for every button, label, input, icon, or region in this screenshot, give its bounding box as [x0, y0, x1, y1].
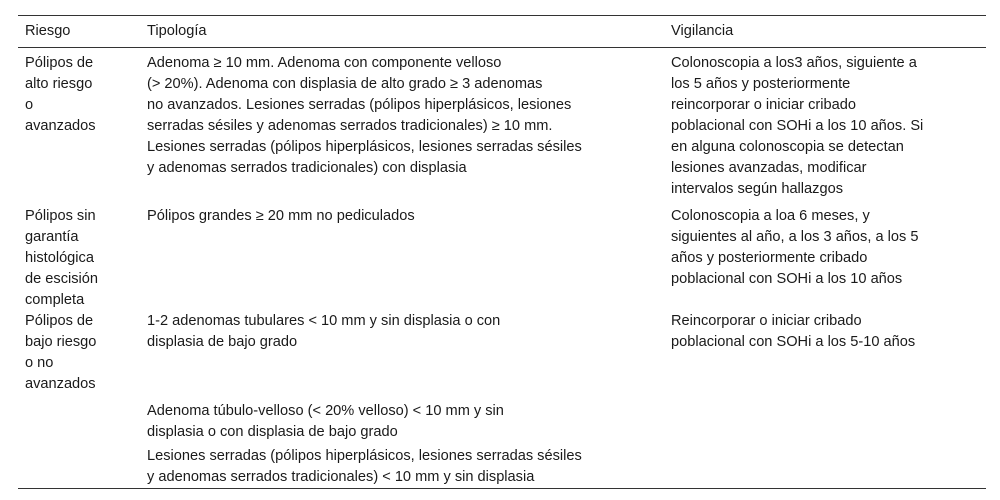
table-header-row [18, 16, 986, 48]
table-row [18, 443, 986, 488]
cell-riesgo: Pólipos de bajo riesgo o no avanzados [25, 313, 97, 392]
cell-riesgo [18, 398, 140, 443]
cell-tipologia: Lesiones serradas (pólipos hiperplásicos, lesiones serradas sésiles y adenomas serrados tradicionales) < 10 mm y sin displasia [147, 448, 582, 485]
header-tipologia: Tipología [147, 23, 207, 39]
cell-vigilancia [664, 398, 986, 443]
cell-tipologia: Adenoma túbulo-velloso (< 20% velloso) < 10 mm y sin displasia o con displasia de bajo grado [147, 403, 504, 440]
cell-tipologia: Adenoma ≥ 10 mm. Adenoma con componente velloso (> 20%). Adenoma con displasia de alto grado ≥ 3 adenomas no avanzados. Lesiones serradas (pólipos hiperplásicos, lesiones serradas sésiles y adenomas serrados tradicionales) ≥ 10 mm. Lesiones serradas (pólipos hiperplásicos, lesiones serradas sésiles y adenomas serrados tradicionales) con displasia [147, 55, 582, 176]
cell-riesgo: Pólipos sin garantía histológica de escisión completa [25, 208, 99, 308]
cell-tipologia: Pólipos grandes ≥ 20 mm no pediculados [147, 208, 415, 224]
table-row [18, 398, 986, 443]
cell-riesgo [18, 443, 140, 488]
cell-vigilancia: Colonoscopia a los3 años, siguiente a los 5 años y posteriormente reincorporar o iniciar cribado poblacional con SOHi a los 10 años. Si en alguna colonoscopia se detectan lesiones avanzadas, modificar intervalos según hallazgos [671, 55, 924, 197]
table-row [18, 308, 986, 398]
table-row [18, 203, 986, 308]
cell-vigilancia: Reincorporar o iniciar cribado poblacional con SOHi a los 5-10 años [671, 313, 916, 350]
cell-riesgo: Pólipos de alto riesgo o avanzados [25, 55, 96, 134]
header-riesgo: Riesgo [25, 23, 71, 39]
table-row [18, 48, 986, 203]
cell-vigilancia [664, 443, 986, 488]
header-vigilancia: Vigilancia [671, 23, 734, 39]
cell-vigilancia: Colonoscopia a loa 6 meses, y siguientes al año, a los 3 años, a los 5 años y posteriormente cribado poblacional con SOHi a los 10 años [671, 208, 919, 287]
cell-tipologia: 1-2 adenomas tubulares < 10 mm y sin displasia o con displasia de bajo grado [147, 313, 501, 350]
surveillance-table [18, 15, 986, 489]
